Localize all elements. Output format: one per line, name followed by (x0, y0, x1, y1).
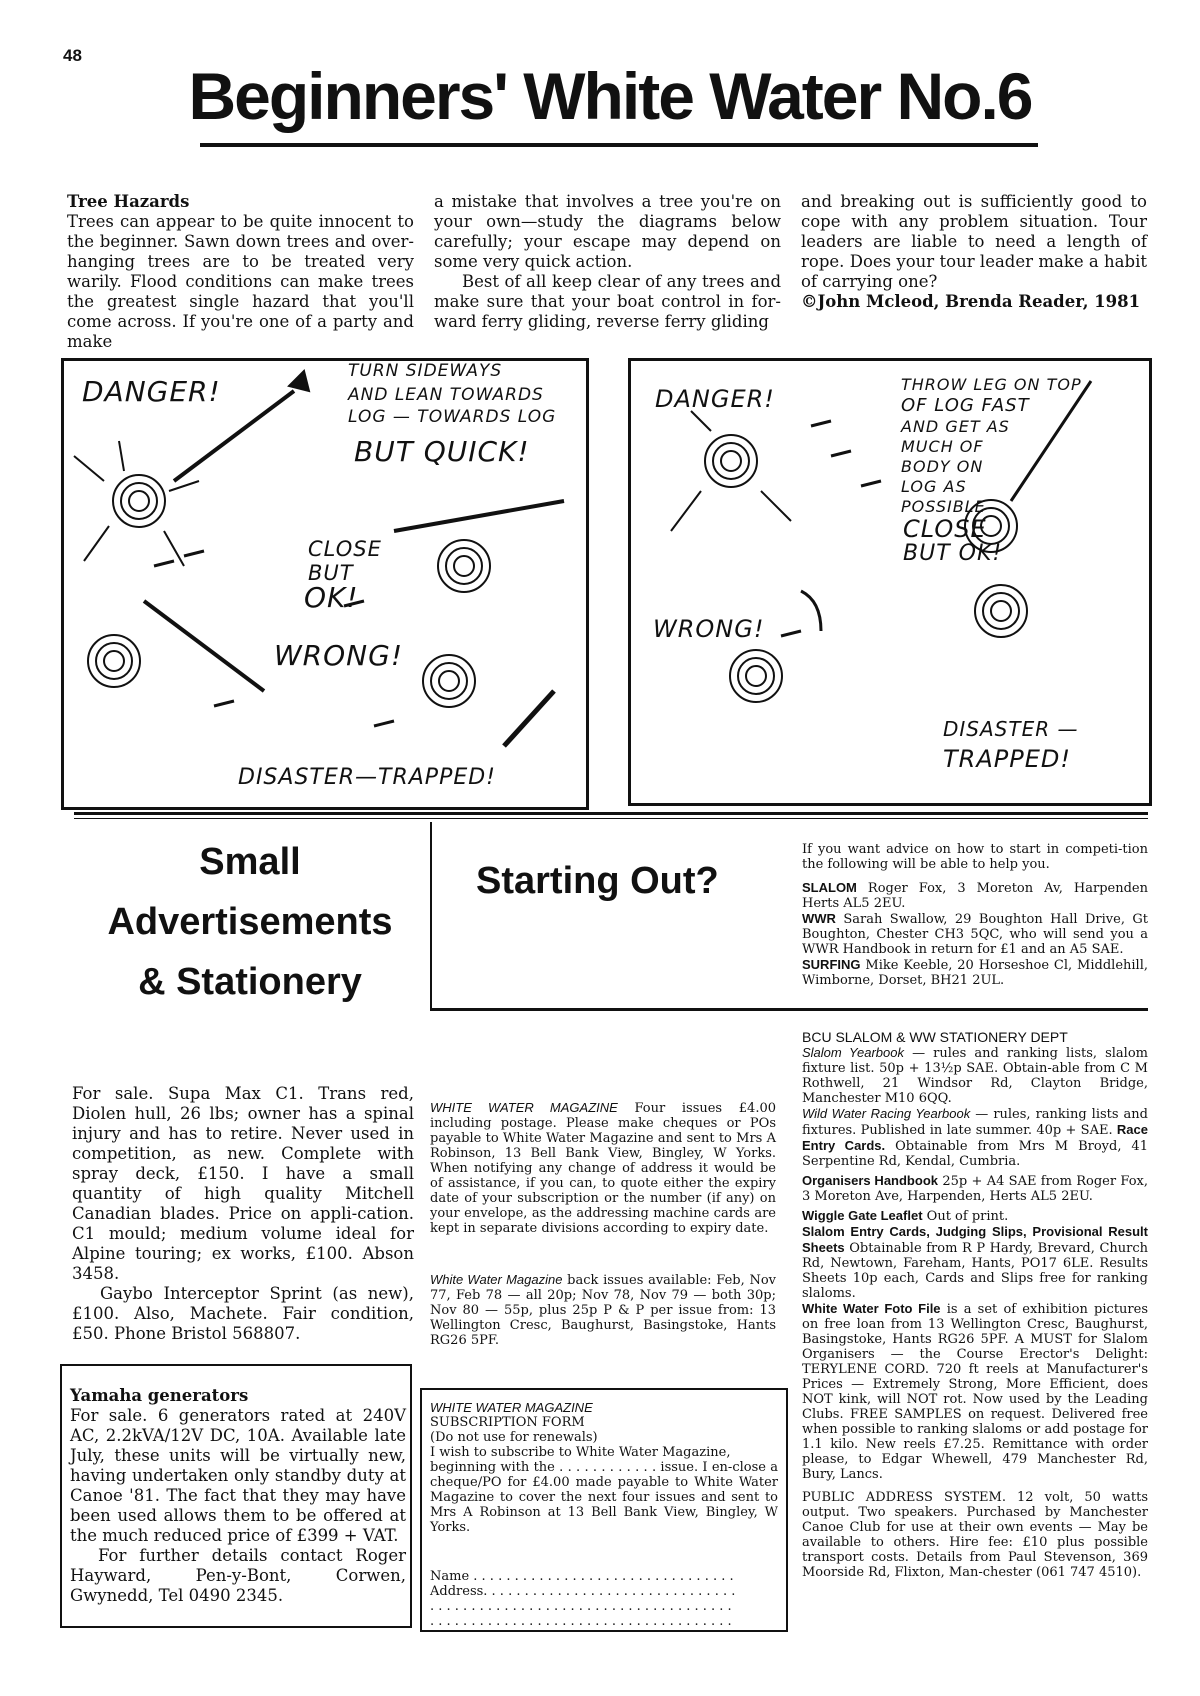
title-rule (200, 143, 1038, 147)
ad-supa-max-text: For sale. Supa Max C1. Trans red, Diolen hull, 26 lbs; owner has a spinal injury and has to retire. Never used in competition, as new. Complete with spray deck, £150. I have a small quantity of high quality Mitchell Canadian blades. Price on appli-cation. C1 mould; medium volume ideal for Alpine touring; ex works, £100. Abson 3458. (72, 1084, 414, 1283)
wwr-label: WWR (802, 911, 836, 926)
pa-system-ad: PUBLIC ADDRESS SYSTEM. 12 volt, 50 watts output. Two speakers. Purchased by Manchester Canoe Club for use at their own events — May be available to others. Hire fee: £10 plus possible transport costs. Details from Paul Stevenson, 369 Moorside Rd, Flixton, Man-chester (061 747 4510). (802, 1490, 1148, 1580)
right-caption-disaster-2: TRAPPED! (943, 745, 1071, 773)
form-title: WHITE WATER MAGAZINE (430, 1400, 593, 1415)
right-caption-wrong: WRONG! (653, 615, 765, 643)
form-intro: I wish to subscribe to White Water Magazine, (430, 1445, 731, 1460)
small-ads-heading (70, 832, 430, 1012)
slalom-contact: Roger Fox, 3 Moreton Av, Harpenden Herts AL5 2EU. (802, 881, 1148, 911)
form-address-dots-2: . . . . . . . . . . . . . . . . . . . . . . . . . . . . . . . . . . . . . (430, 1614, 732, 1629)
bcu-wiggle-label: Wiggle Gate Leaflet (802, 1208, 923, 1223)
right-caption-t5: BODY ON (901, 457, 984, 476)
article-text-2a: a mistake that involves a tree you're on your own—study the diagrams below carefully; your escape may depend on some very quick action. (434, 192, 781, 271)
form-name-field: Name . . . . . . . . . . . . . . . . . . . . . . . . . . . . . . . . (430, 1569, 734, 1584)
right-caption-t1: THROW LEG ON TOP (901, 375, 1082, 394)
right-caption-t2: OF LOG FAST (901, 395, 1030, 416)
left-caption-quick: BUT QUICK! (354, 435, 530, 468)
wwm-label: WHITE WATER MAGAZINE (430, 1100, 618, 1115)
form-address-field: Address. . . . . . . . . . . . . . . . . . . . . . . . . . . . . . . (430, 1584, 736, 1599)
right-caption-t4: MUCH OF (901, 437, 984, 456)
left-caption-turn-1: TURN SIDEWAYS (348, 361, 503, 381)
left-caption-close-1: CLOSE (308, 537, 382, 561)
illustration-panel-right (628, 358, 1152, 806)
starting-out-left-border (430, 822, 432, 1010)
ad-yamaha-heading: Yamaha generators (70, 1386, 249, 1405)
page-title: Beginners' White Water No.6 (188, 59, 1032, 133)
ad-gaybo-text: Gaybo Interceptor Sprint (as new), £100. Also, Machete. Fair condition, £50. Phone Bristol 568807. (72, 1284, 414, 1343)
right-caption-danger: DANGER! (655, 385, 775, 413)
article-text-3: and breaking out is sufficiently good to cope with any problem situation. Tour leaders are liable to need a length of rope. Does your tour leader make a habit of carrying one? (801, 192, 1147, 291)
wwm-subscription-info (430, 1100, 776, 1236)
article-column-3 (801, 192, 1147, 312)
left-caption-wrong: WRONG! (274, 639, 404, 672)
small-ads-line-3: & Stationery (138, 961, 362, 1003)
slalom-label: SLALOM (802, 880, 857, 895)
article-heading: Tree Hazards (67, 192, 190, 211)
bcu-slalom-text: Obtainable from R P Hardy, Brevard, Church Rd, Newtown, Fareham, Hants, PO17 6LE. Results Sheets 10p each, Cards and Slips free for ranking slaloms. (802, 1241, 1149, 1301)
left-caption-close-3: OK! (304, 581, 359, 614)
subscription-form (420, 1388, 788, 1632)
surfing-contact: Mike Keeble, 20 Horseshoe Cl, Middlehill, Wimborne, Dorset, BH21 2UL. (802, 958, 1148, 988)
section-rule-top (74, 812, 1148, 815)
bcu-stationery (802, 1030, 1148, 1580)
right-caption-close-2: BUT OK! (903, 541, 1003, 566)
form-body: beginning with the . . . . . . . . . . . . issue. I en-close a cheque/PO for £4.00 made payable to White Water Magazine to cover the next four issues and sent to Mrs A Robinson at 13 Bell Bank View, Bingley, W Yorks. (430, 1460, 778, 1535)
form-subtitle: SUBSCRIPTION FORM (430, 1415, 585, 1430)
surfing-label: SURFING (802, 957, 861, 972)
bcu-foto-text: is a set of exhibition pictures on free loan from 13 Wellington Cresc, Baughurst, Basingstoke, Hants RG26 5PF. A MUST for Slalom Organisers — the Course Erector's Delight: TERYLENE CORD. 720 ft reels at Manufacturer's Prices — Extremely Strong, More Efficient, does NOT kink, will NOT rot. Now used by the Leading Clubs. FREE SAMPLES on request. Delivered free when possible to ranking slaloms or add postage for 1.1 kilo. New reels £7.25. Remittance with order please, to Edgar Whewell, 479 Manchester Rd, Bury, Lancs. (802, 1302, 1148, 1482)
article-column-1 (67, 192, 414, 352)
small-ads-line-2: Advertisements (107, 901, 393, 943)
wwm-back-issues (430, 1272, 776, 1348)
starting-out-heading: Starting Out? (476, 860, 719, 902)
ad-yamaha (60, 1364, 412, 1628)
ad-supa-max (72, 1084, 414, 1344)
page-number: 48 (63, 46, 82, 65)
small-ads-line-1: Small (199, 841, 301, 883)
bcu-heading: BCU SLALOM & WW STATIONERY DEPT (802, 1029, 1068, 1045)
article-credit: ©John Mcleod, Brenda Reader, 1981 (801, 292, 1141, 311)
bcu-yearbook-text: — rules and ranking lists, slalom fixture list. 50p + 13½p SAE. Obtain-able from C M Rothwell, 21 Windsor Rd, Clayton Bridge, Manchester M10 6QQ. (802, 1046, 1148, 1106)
bcu-wwr-text: — rules, ranking lists and fixtures. Published in late summer. 40p + SAE. (802, 1107, 1149, 1138)
wwm-text: Four issues £4.00 including postage. Please make cheques or POs payable to White Water Magazine and sent to Mrs A Robinson, 13 Bell Bank View, Bingley, W Yorks. When notifying any change of address it would be of assistance, if you can, to quote either the expiry date of your subscription or the number (if any) on your envelope, as the addressing machine cards are kept in separate divisions according to expiry date. (430, 1101, 776, 1236)
right-caption-disaster-1: DISASTER — (943, 717, 1079, 741)
starting-out-text (802, 842, 1148, 988)
left-caption-turn-2: AND LEAN TOWARDS (348, 385, 544, 405)
form-note: (Do not use for renewals) (430, 1430, 598, 1445)
bcu-wwr-label: Wild Water Racing Yearbook (802, 1106, 971, 1121)
starting-out-bottom-rule (430, 1008, 1148, 1011)
article-column-2 (434, 192, 781, 332)
bcu-race-label: Race Entry Cards. (802, 1122, 1148, 1153)
article-text-1: Trees can appear to be quite innocent to the beginner. Sawn down trees and over-hanging trees are to be treated very warily. Flood conditions can make trees the greatest single hazard that you'll come across. If you're one of a party and make (67, 212, 414, 351)
illustration-panel-left (61, 358, 589, 810)
left-caption-turn-3: LOG — TOWARDS LOG (348, 407, 557, 427)
starting-out-intro: If you want advice on how to start in competi-tion the following will be able to help you. (802, 842, 1148, 872)
left-caption-close-2: BUT (308, 561, 354, 585)
right-caption-t3: AND GET AS (901, 417, 1010, 436)
wwm-back-text: back issues available: Feb, Nov 77, Feb 78 — all 20p; Nov 78, Nov 79 — both 30p; Nov 80 — 55p, plus 25p P & P per issue from: 13 Wellington Cresc, Baughurst, Basingstoke, Hants RG26 5PF. (430, 1273, 776, 1348)
ad-yamaha-text: For sale. 6 generators rated at 240V AC, 2.2kVA/12V DC, 10A. Available late July, these units will be virtually new, having undertaken only standby duty at Canoe '81. The fact that they may have been used allows them to be offered at the much reduced price of £399 + VAT. (70, 1406, 406, 1545)
left-caption-danger: DANGER! (82, 375, 221, 408)
bcu-race-text: Obtainable from Mrs M Broyd, 41 Serpentine Rd, Kendal, Cumbria. (802, 1139, 1148, 1169)
bcu-org-text: 25p + A4 SAE from Roger Fox, 3 Moreton Ave, Harpenden, Herts AL5 2EU. (802, 1174, 1148, 1204)
right-caption-t6: LOG AS (901, 477, 967, 496)
bcu-org-label: Organisers Handbook (802, 1173, 938, 1188)
bcu-yearbook-label: Slalom Yearbook (802, 1045, 904, 1060)
form-address-dots-1: . . . . . . . . . . . . . . . . . . . . . . . . . . . . . . . . . . . . . (430, 1599, 732, 1614)
wwr-contact: Sarah Swallow, 29 Boughton Hall Drive, Gt Boughton, Chester CH3 5QC, who will send you a WWR Handbook in return for £1 and an A5 SAE. (802, 912, 1148, 957)
right-caption-t7: POSSIBLE (901, 497, 986, 516)
bcu-foto-label: White Water Foto File (802, 1301, 941, 1316)
bcu-slalom-label: Slalom Entry Cards, Judging Slips, Provisional Result Sheets (802, 1224, 1148, 1255)
section-rule-top-thin (74, 818, 1148, 819)
ad-yamaha-contact: For further details contact Roger Hayward, Pen-y-Bont, Corwen, Gwynedd, Tel 0490 2345. (70, 1546, 406, 1605)
article-text-2b: Best of all keep clear of any trees and make sure that your boat control in for-ward ferry gliding, reverse ferry gliding (434, 272, 781, 331)
right-caption-close-1: CLOSE (903, 515, 987, 543)
bcu-wiggle-text: Out of print. (926, 1209, 1009, 1224)
left-caption-disaster: DISASTER—TRAPPED! (238, 765, 497, 790)
wwm-back-label: White Water Magazine (430, 1272, 563, 1287)
